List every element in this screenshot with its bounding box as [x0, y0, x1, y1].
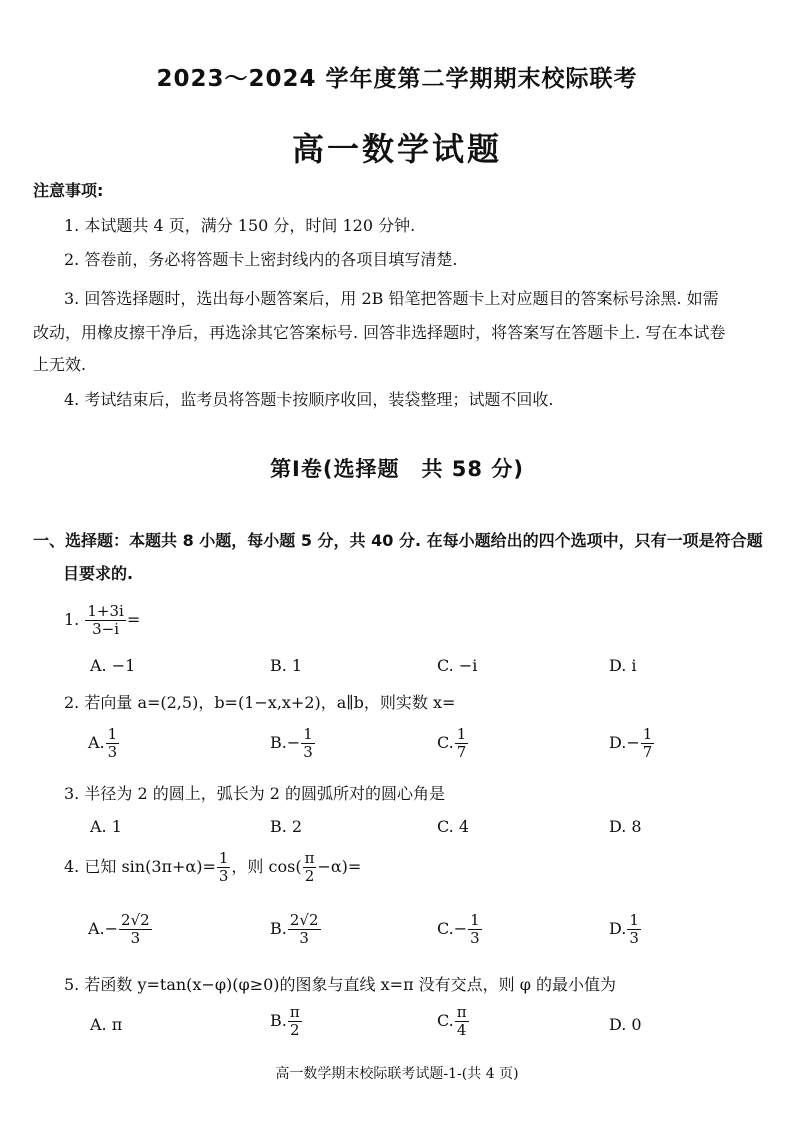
exam-subject-title: 高一数学试题	[291, 130, 502, 168]
fraction: $\frac{1+3i}{3-i}$	[87, 602, 124, 638]
option-a: A. $\frac{1}{3}$	[88, 725, 118, 761]
fraction: $\frac{1}{7}$	[456, 725, 467, 761]
note-item: 1. 本试题共 4 页，满分 150 分，时间 120 分钟.	[64, 216, 416, 235]
option-a: A. −1	[90, 656, 136, 675]
question-4: 4. 已知 sin(3π+α)= $\frac{1}{3}$ ，则 cos( $\frac{\pi}{2}$ −α)=	[64, 849, 362, 885]
fraction: $\frac{1}{7}$	[642, 725, 653, 761]
option-c: C. −i	[437, 656, 478, 675]
note-item: 3. 回答选择题时，选出每小题答案后，用 2B 铅笔把答题卡上对应题目的答案标号涂黑. 如需	[64, 289, 719, 308]
option-c: C. $\frac{1}{7}$	[437, 725, 467, 761]
note-item: 4. 考试结束后，监考员将答题卡按顺序收回，装袋整理；试题不回收.	[64, 390, 554, 409]
option-c: C. 4	[437, 817, 470, 836]
question-3: 3. 半径为 2 的圆上，弧长为 2 的圆弧所对的圆心角是	[64, 784, 446, 803]
option-d: D. 8	[609, 817, 642, 836]
fraction: $\frac{1}{3}$	[218, 849, 229, 885]
exam-header-title: 2023～2024 学年度第二学期期末校际联考	[156, 66, 638, 92]
fraction: $\frac{\pi}{4}$	[456, 1003, 467, 1039]
option-c: C.− $\frac{1}{3}$	[437, 911, 480, 947]
fraction: $\frac{\pi}{2}$	[304, 849, 315, 885]
option-b: B. 2	[270, 817, 303, 836]
instructions-line: 目要求的.	[63, 564, 134, 583]
option-b: B. 1	[270, 656, 303, 675]
question-2: 2. 若向量 a=(2,5)，b=(1−x,x+2)，a∥b，则实数 x=	[64, 693, 456, 712]
note-item-continued: 改动，用橡皮擦干净后，再选涂其它答案标号. 回答非选择题时，将答案写在答题卡上. 写在本试卷	[33, 323, 726, 342]
choice-instructions	[33, 524, 768, 590]
option-a: A. π	[90, 1015, 123, 1034]
fraction: $\frac{2√2}{3}$	[289, 911, 319, 947]
question-number: 1.	[64, 610, 80, 629]
instructions-line: 一、选择题：本题共 8 小题，每小题 5 分，共 40 分. 在每小题给出的四个选项中，只有一项是符合题	[33, 531, 763, 550]
fraction: $\frac{1}{3}$	[470, 911, 480, 947]
section-title: 第Ⅰ卷(选择题 共 58 分)	[270, 457, 524, 481]
note-item: 2. 答卷前，务必将答题卡上密封线内的各项目填写清楚.	[64, 250, 458, 269]
option-c: C. $\frac{\pi}{4}$	[437, 1003, 467, 1039]
note-item-continued: 上无效.	[33, 355, 87, 374]
page-footer: 高一数学期末校际联考试题-1-(共 4 页)	[275, 1066, 519, 1082]
option-d: D.− $\frac{1}{7}$	[609, 725, 653, 761]
option-a: A.− $\frac{2√2}{3}$	[88, 911, 150, 947]
fraction: $\frac{2√2}{3}$	[121, 911, 150, 947]
option-b: B. $\frac{\pi}{2}$	[270, 1003, 300, 1039]
option-b: B.− $\frac{1}{3}$	[270, 725, 313, 761]
question-5: 5. 若函数 y=tan(x−φ)(φ≥0)的图象与直线 x=π 没有交点，则 φ 的最小值为	[64, 975, 617, 994]
option-b: B. $\frac{2√2}{3}$	[270, 911, 319, 947]
fraction: $\frac{1}{3}$	[303, 725, 313, 761]
notes-heading: 注意事项:	[33, 181, 104, 200]
fraction: $\frac{1}{3}$	[629, 911, 639, 947]
fraction: $\frac{\pi}{2}$	[289, 1003, 300, 1039]
option-d: D. i	[609, 656, 637, 675]
option-a: A. 1	[90, 817, 122, 836]
option-d: D. $\frac{1}{3}$	[609, 911, 639, 947]
fraction: $\frac{1}{3}$	[107, 725, 118, 761]
option-d: D. 0	[609, 1015, 642, 1034]
question-1: 1. $\frac{1+3i}{3-i}$ =	[64, 602, 141, 638]
